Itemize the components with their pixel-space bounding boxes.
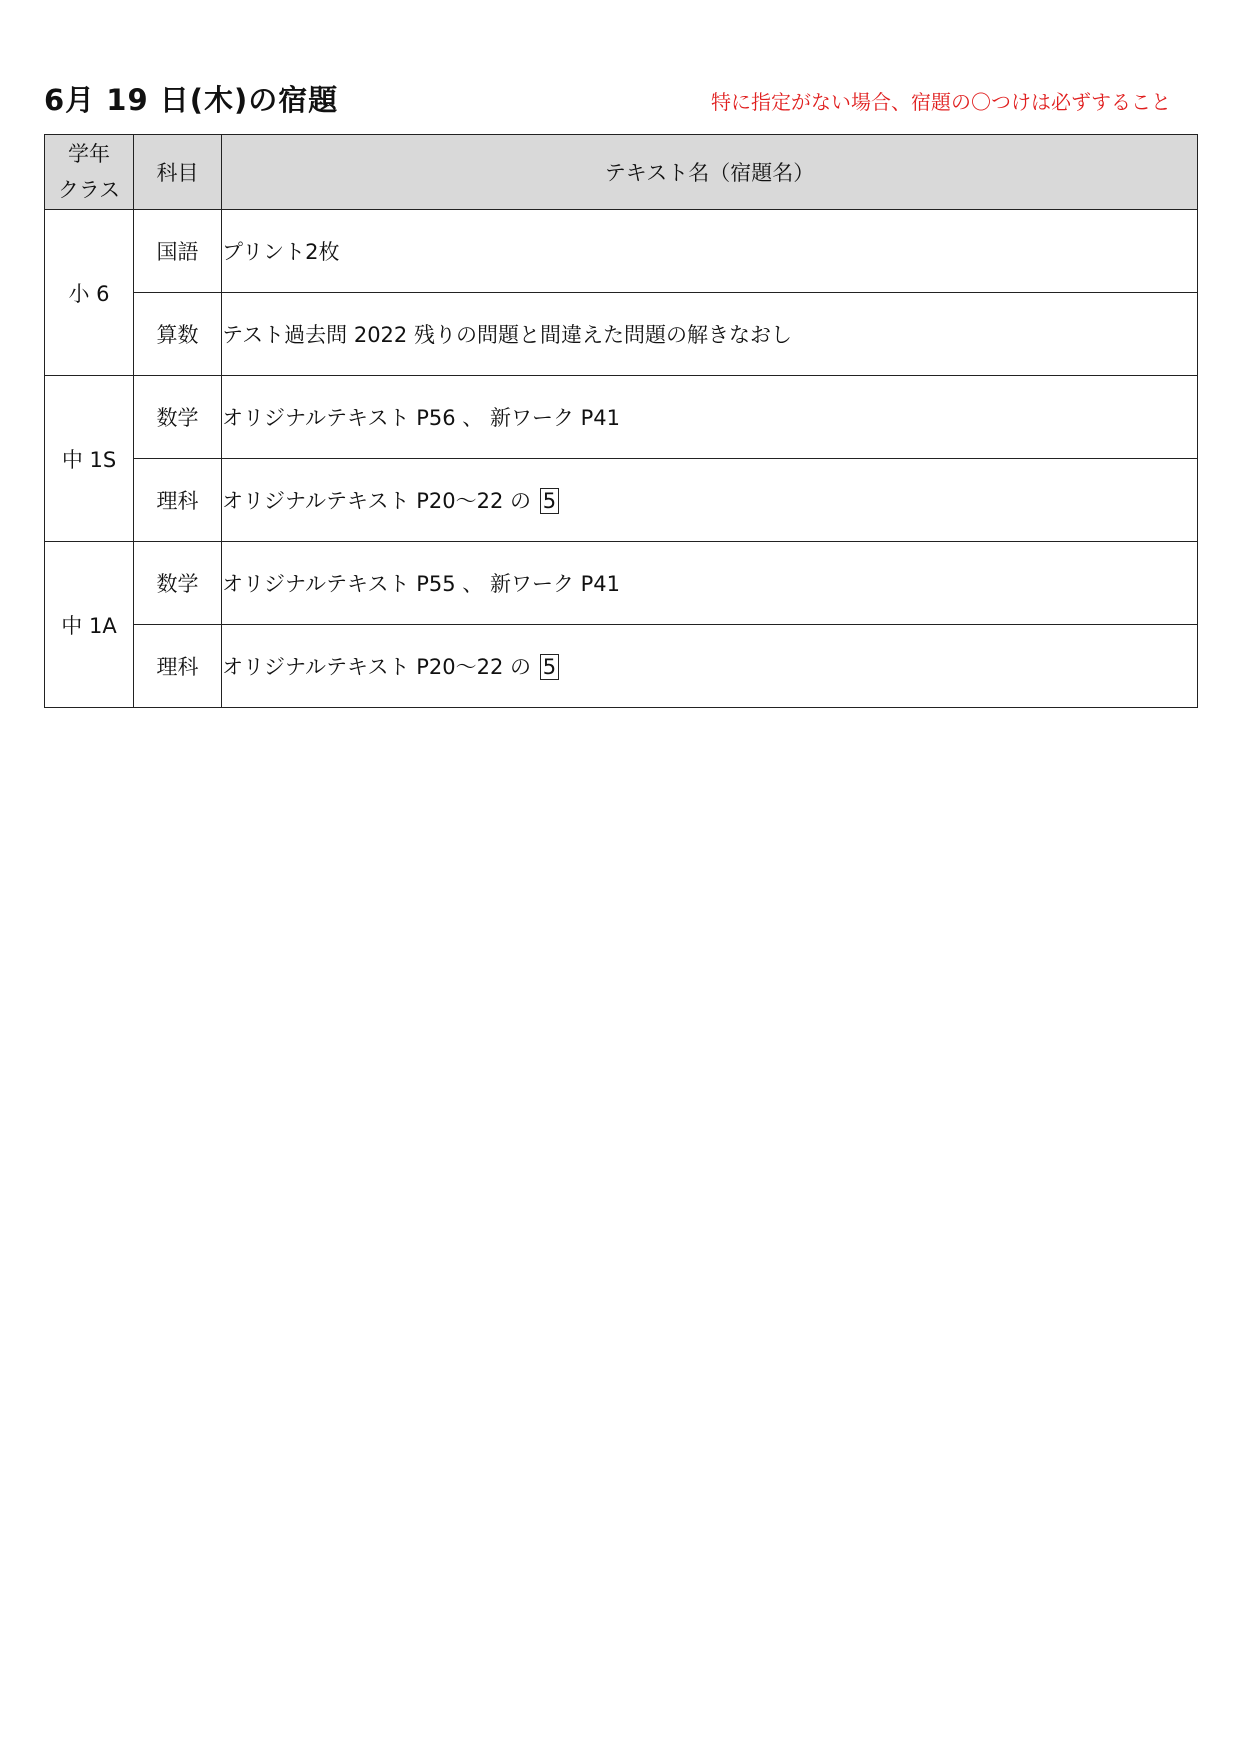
header-grade-label: 学年: [68, 142, 110, 166]
boxed-number: 5: [540, 488, 559, 514]
subject-cell: 理科: [134, 459, 222, 542]
header-text-name: テキスト名（宿題名）: [222, 135, 1198, 210]
subject-cell: 理科: [134, 625, 222, 708]
subject-cell: 算数: [134, 293, 222, 376]
page-title: 6月 19 日(木)の宿題: [44, 83, 339, 117]
task-text: オリジナルテキスト P20～22 の: [222, 655, 531, 679]
header-subject: 科目: [134, 135, 222, 210]
subject-cell: 数学: [134, 376, 222, 459]
task-cell: [222, 376, 1198, 459]
task-cell: [222, 542, 1198, 625]
subject-cell: 国語: [134, 210, 222, 293]
instruction-note: 特に指定がない場合、宿題の〇つけは必ずすること: [711, 90, 1171, 114]
table-row: [45, 210, 1198, 293]
table-row: [45, 376, 1198, 459]
header-class-label: クラス: [57, 178, 121, 202]
subject-cell: 数学: [134, 542, 222, 625]
task-text: テスト過去問 2022 残りの問題と間違えた問題の解きなおし: [222, 323, 792, 347]
task-cell: [222, 293, 1198, 376]
grade-cell: 中 1S: [45, 376, 134, 542]
task-cell: [222, 459, 1198, 542]
table-row: [45, 293, 1198, 376]
header-grade-class: [45, 135, 134, 210]
homework-table: [44, 134, 1198, 708]
task-text: オリジナルテキスト P20～22 の: [222, 489, 531, 513]
grade-cell: 中 1A: [45, 542, 134, 708]
boxed-number: 5: [540, 654, 559, 680]
task-cell: [222, 210, 1198, 293]
table-row: [45, 459, 1198, 542]
task-text: オリジナルテキスト P56 、 新ワーク P41: [222, 406, 621, 430]
table-row: [45, 542, 1198, 625]
task-text: オリジナルテキスト P55 、 新ワーク P41: [222, 572, 621, 596]
table-row: [45, 625, 1198, 708]
task-cell: [222, 625, 1198, 708]
grade-cell: 小 6: [45, 210, 134, 376]
table-header-row: [45, 135, 1198, 210]
task-text: プリント2枚: [222, 240, 340, 264]
